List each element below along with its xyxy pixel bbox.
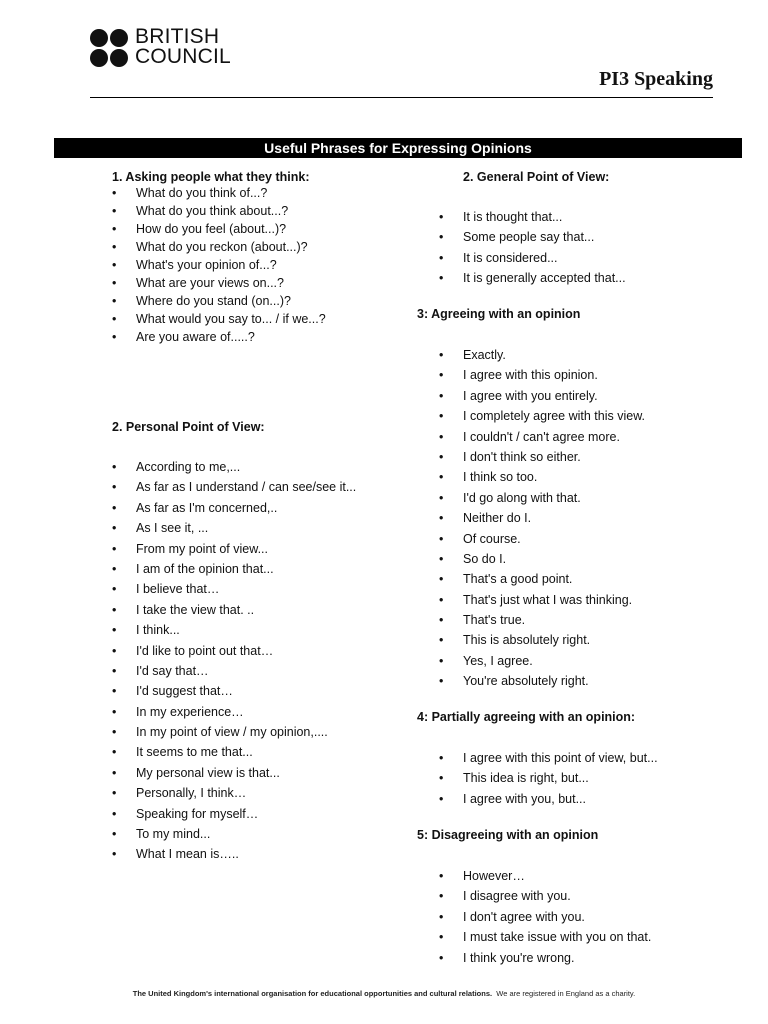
list-item: • I agree with this point of view, but...: [439, 748, 658, 768]
list-item: • Of course.: [439, 529, 645, 549]
list-item: • It is considered...: [439, 248, 626, 268]
list-item: • I take the view that. ..: [112, 600, 356, 620]
list-item: • I think...: [112, 620, 356, 640]
list-item: • Where do you stand (on...)?: [112, 292, 326, 310]
list-item: • Speaking for myself…: [112, 804, 356, 824]
heading-general-view: 2. General Point of View:: [463, 170, 610, 184]
list-item: • That's true.: [439, 610, 645, 630]
list-item: • So do I.: [439, 549, 645, 569]
list-item: • I'd say that…: [112, 661, 356, 681]
logo-text: [135, 27, 231, 67]
heading-personal-view: 2. Personal Point of View:: [112, 420, 265, 434]
list-item: • What I mean is…..: [112, 844, 356, 864]
list-item: • What would you say to... / if we...?: [112, 310, 326, 328]
list-item: • I completely agree with this view.: [439, 406, 645, 426]
list-item: • As I see it, ...: [112, 518, 356, 538]
list-item: • It seems to me that...: [112, 742, 356, 762]
list-item: • Yes, I agree.: [439, 651, 645, 671]
list-item: • I'd go along with that.: [439, 488, 645, 508]
list-item: • This is absolutely right.: [439, 630, 645, 650]
section-banner: Useful Phrases for Expressing Opinions: [54, 138, 742, 158]
list-item: • What are your views on...?: [112, 274, 326, 292]
list-agreeing: [439, 345, 645, 692]
list-item: • I'd like to point out that…: [112, 641, 356, 661]
list-item: • According to me,...: [112, 457, 356, 477]
list-item: • That's a good point.: [439, 569, 645, 589]
list-item: • I disagree with you.: [439, 886, 651, 906]
list-item: • It is generally accepted that...: [439, 268, 626, 288]
list-item: • Exactly.: [439, 345, 645, 365]
list-item: • I must take issue with you on that.: [439, 927, 651, 947]
list-item: • I agree with you, but...: [439, 789, 658, 809]
list-item: • I agree with you entirely.: [439, 386, 645, 406]
logo-line1: BRITISH: [135, 25, 220, 48]
heading-asking-people: 1. Asking people what they think:: [112, 170, 310, 184]
list-item: • My personal view is that...: [112, 763, 356, 783]
list-item: • In my point of view / my opinion,....: [112, 722, 356, 742]
list-item: • In my experience…: [112, 702, 356, 722]
footer-organisation: The United Kingdom's international organisation for educational opportunities and cultural relations.: [132, 989, 493, 998]
header-divider: [90, 97, 713, 98]
list-item: • Neither do I.: [439, 508, 645, 528]
list-item: • How do you feel (about...)?: [112, 220, 326, 238]
list-item: • To my mind...: [112, 824, 356, 844]
list-item: • I am of the opinion that...: [112, 559, 356, 579]
list-item: • You're absolutely right.: [439, 671, 645, 691]
document-title: PI3 Speaking: [599, 68, 713, 90]
logo-line2: COUNCIL: [135, 45, 231, 68]
list-partially-agreeing: [439, 748, 658, 809]
list-general-view: [439, 207, 626, 289]
list-personal-view: [112, 457, 356, 865]
list-item: • As far as I understand / can see/see it...: [112, 477, 356, 497]
list-disagreeing: [439, 866, 651, 968]
list-item: • It is thought that...: [439, 207, 626, 227]
list-item: • I couldn't / can't agree more.: [439, 427, 645, 447]
list-item: • What do you think about...?: [112, 202, 326, 220]
list-item: • I think you're wrong.: [439, 948, 651, 968]
list-item: • From my point of view...: [112, 539, 356, 559]
list-item: • However…: [439, 866, 651, 886]
list-item: • What do you reckon (about...)?: [112, 238, 326, 256]
list-item: • As far as I'm concerned,..: [112, 498, 356, 518]
list-item: • Personally, I think…: [112, 783, 356, 803]
list-item: • I think so too.: [439, 467, 645, 487]
list-item: • What's your opinion of...?: [112, 256, 326, 274]
list-item: • I agree with this opinion.: [439, 365, 645, 385]
list-item: • I'd suggest that…: [112, 681, 356, 701]
list-item: • I don't think so either.: [439, 447, 645, 467]
heading-agreeing: 3: Agreeing with an opinion: [417, 307, 581, 321]
logo-dots-icon: [90, 27, 130, 69]
list-item: • What do you think of...?: [112, 184, 326, 202]
heading-disagreeing: 5: Disagreeing with an opinion: [417, 828, 599, 842]
list-item: • That's just what I was thinking.: [439, 590, 645, 610]
footer-charity: We are registered in England as a charity.: [496, 989, 636, 998]
heading-partially-agreeing: 4: Partially agreeing with an opinion:: [417, 710, 636, 724]
list-item: • I believe that…: [112, 579, 356, 599]
list-item: • This idea is right, but...: [439, 768, 658, 788]
list-item: • Some people say that...: [439, 227, 626, 247]
list-item: • I don't agree with you.: [439, 907, 651, 927]
list-asking-people: [112, 184, 326, 346]
list-item: • Are you aware of.....?: [112, 328, 326, 346]
footer: [0, 989, 768, 998]
